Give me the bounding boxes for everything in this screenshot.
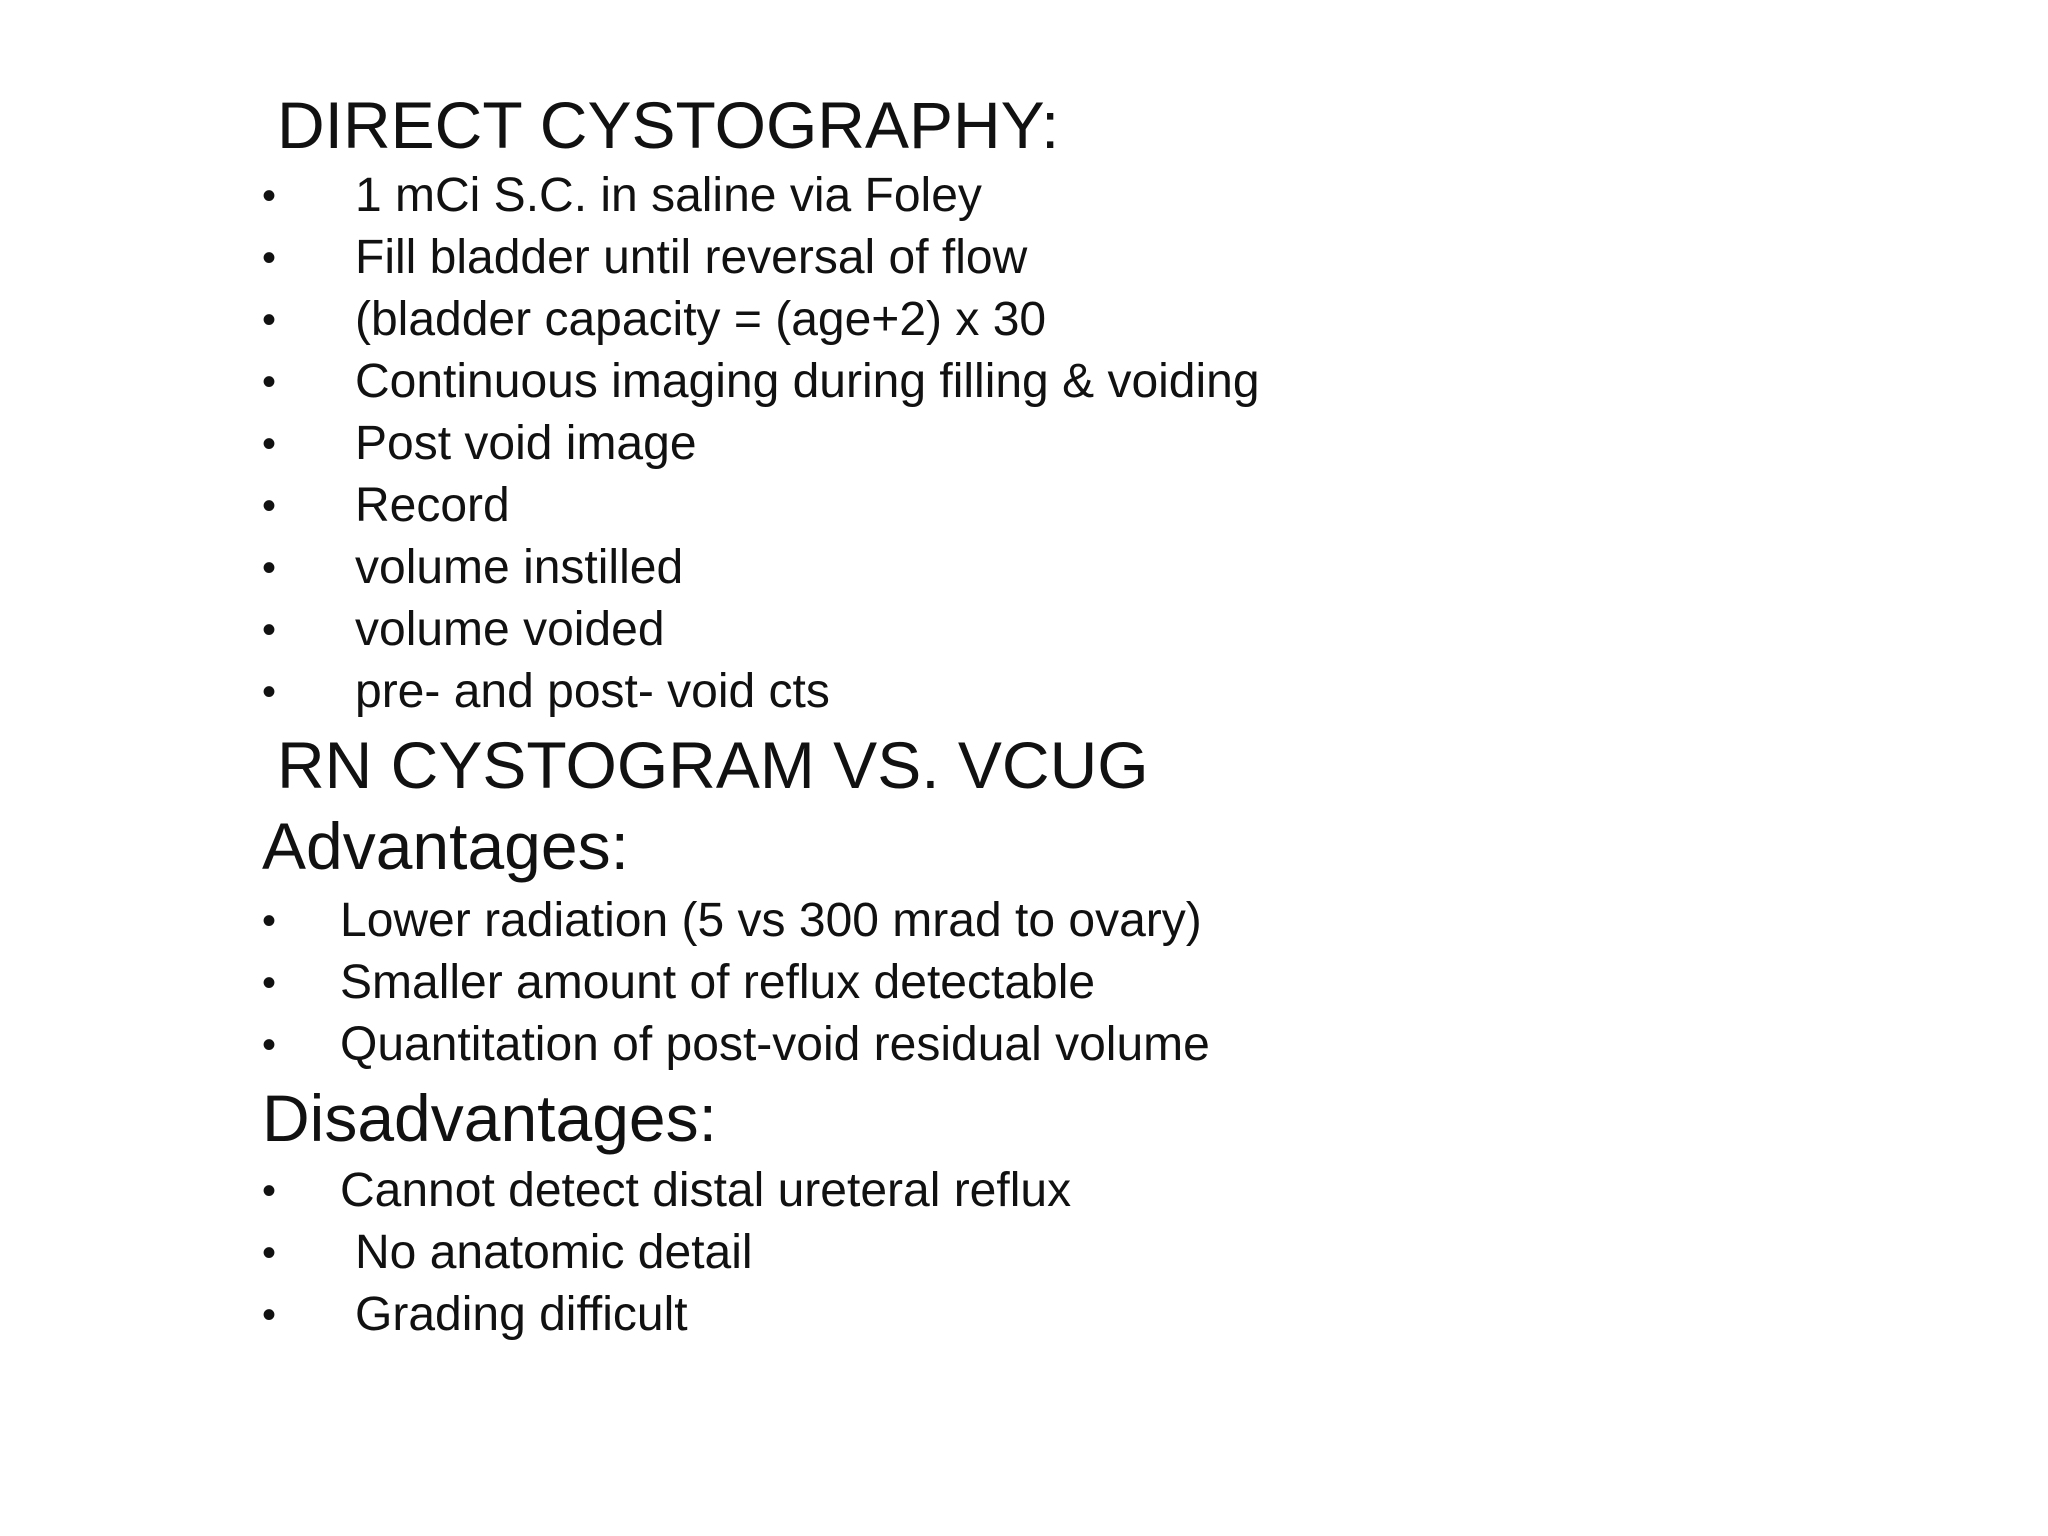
disadvantages-heading: Disadvantages: <box>262 1081 717 1155</box>
comparison-title: RN CYSTOGRAM VS. VCUG <box>277 728 1149 802</box>
bullet-icon: • <box>262 422 277 466</box>
bullet-icon: • <box>262 236 277 280</box>
slide: DIRECT CYSTOGRAPHY: • 1 mCi S.C. in saline via Foley • Fill bladder until reversal of flow • (bladder capacity = (age+2) x 30 • Continuous imaging during filling & voiding • Post void image • Record • volume instilled • volume voided • pre- and post- void cts RN CYSTOGRAM VS. VCUG Advantages: • Lower radiation (5 vs 300 mrad to ovary) • Smaller amount of reflux detectable • Quantitation of post-void residual volume Disadvantages: • Cannot detect distal ureteral reflux • No anatomic detail • Grading difficult <box>0 0 2048 1536</box>
bullet-icon: • <box>262 1169 277 1213</box>
bullet-icon: • <box>262 298 277 342</box>
bullet-icon: • <box>262 1023 277 1067</box>
advantages-heading: Advantages: <box>262 809 629 883</box>
bullet-icon: • <box>262 670 277 714</box>
bullet-icon: • <box>262 899 277 943</box>
bullet-icon: • <box>262 1293 277 1337</box>
bullet-icon: • <box>262 608 277 652</box>
bullet-icon: • <box>262 484 277 528</box>
slide-title: DIRECT CYSTOGRAPHY: <box>277 88 1060 162</box>
bullet-icon: • <box>262 546 277 590</box>
bullet-icon: • <box>262 961 277 1005</box>
bullet-icon: • <box>262 174 277 218</box>
bullet-icon: • <box>262 360 277 404</box>
bullet-icon: • <box>262 1231 277 1275</box>
